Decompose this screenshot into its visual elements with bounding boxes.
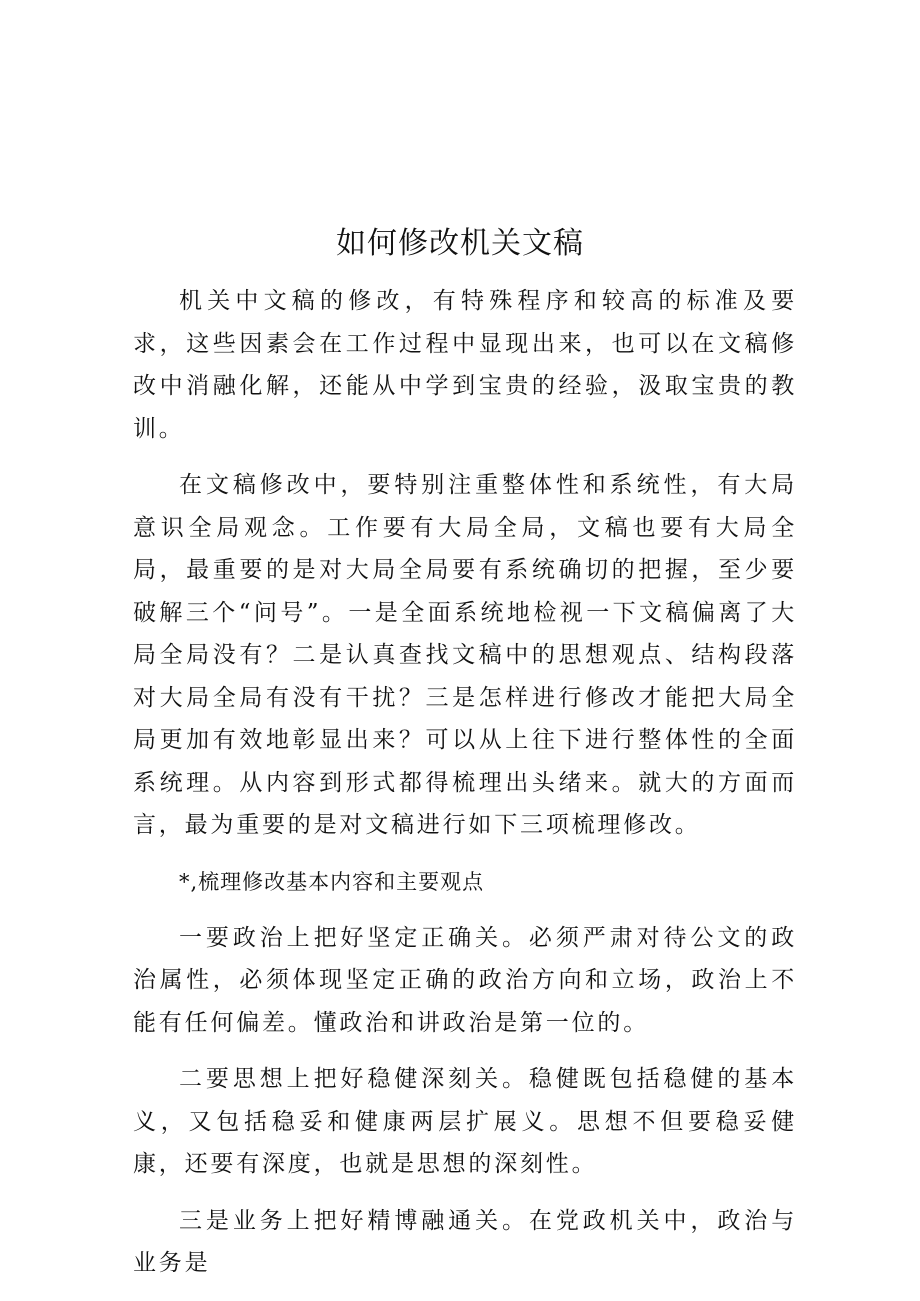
paragraph-political: 一要政治上把好坚定正确关。必须严肃对待公文的政治属性，必须体现坚定正确的政治方向和立场，政治上不能有任何偏差。懂政治和讲政治是第一位的。: [133, 924, 797, 1036]
paragraph-ideological: 二要思想上把好稳健深刻关。稳健既包括稳健的基本义，又包括稳妥和健康两层扩展义。思想不但要稳妥健康，还要有深度，也就是思想的深刻性。: [133, 1066, 797, 1177]
document-body: [133, 280, 797, 1299]
paragraph-overview: 在文稿修改中，要特别注重整体性和系统性，有大局意识全局观念。工作要有大局全局，文稿也要有大局全局，最重要的是对大局全局要有系统确切的把握，至少要破解三个“问号”。一是全面系统地检视一下文稿偏离了大局全局没有？二是认真查找文稿中的思想观点、结构段落对大局全局有没有干扰？三是怎样进行修改才能把大局全局更加有效地彰显出来？可以从上往下进行整体性的全面系统理。从内容到形式都得梳理出头绪来。就大的方面而言，最为重要的是对文稿进行如下三项梳理修改。: [133, 472, 797, 838]
paragraph-intro: 机关中文稿的修改，有特殊程序和较高的标准及要求，这些因素会在工作过程中显现出来，也可以在文稿修改中消融化解，还能从中学到宝贵的经验，汲取宝贵的教训。: [133, 288, 797, 442]
section-heading: *,梳理修改基本内容和主要观点: [179, 869, 485, 894]
paragraph-business: 三是业务上把好精博融通关。在党政机关中，政治与业务是: [133, 1207, 797, 1276]
document-title: 如何修改机关文稿: [336, 226, 584, 261]
